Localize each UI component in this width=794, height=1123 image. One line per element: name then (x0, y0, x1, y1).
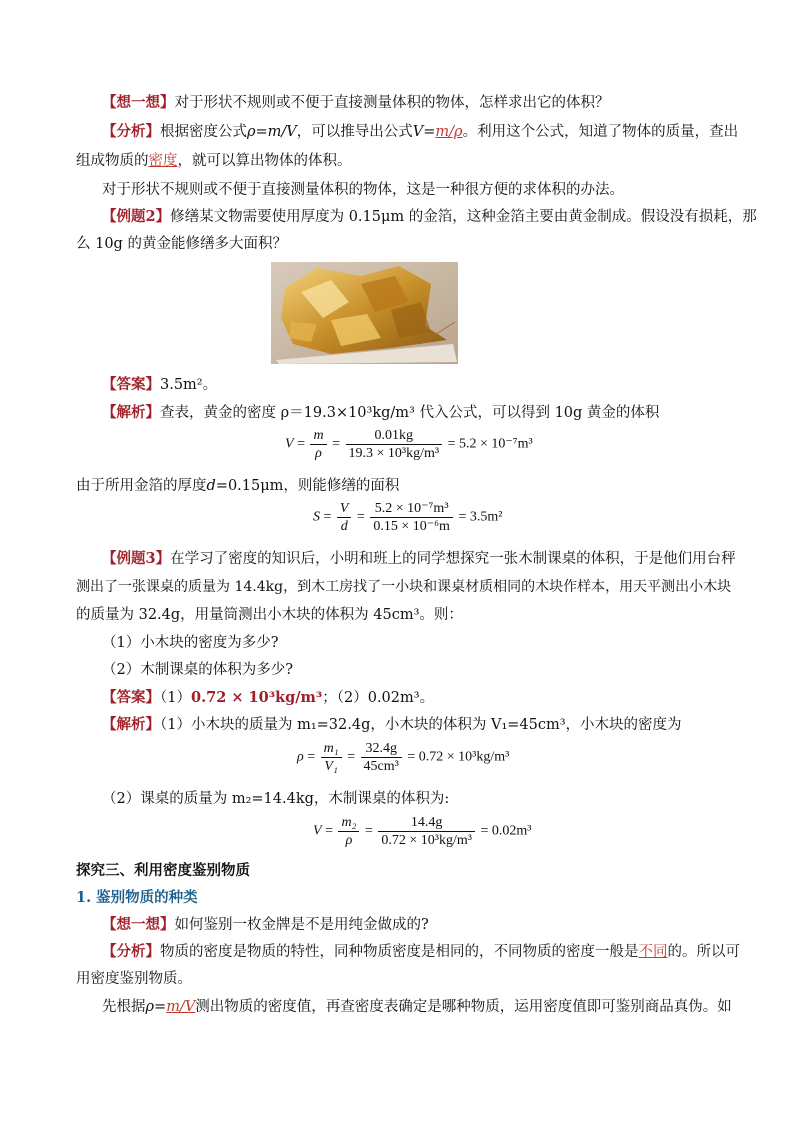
eq-num: V (337, 500, 352, 518)
example2-line-3 (76, 476, 399, 496)
analysis-2-line-1 (102, 942, 740, 962)
answer-value: 0.72 × 10³kg/m³ (190, 689, 323, 706)
eq-lhs: V (285, 436, 294, 452)
eq-lhs: ρ (297, 749, 304, 765)
eq-num: m₁ (321, 740, 342, 758)
text: 物质的密度是物质的特性，同种物质密度是相同的，不同物质的密度一般是 (160, 944, 639, 960)
example3-solution-2: （2）课桌的质量为 m₂=14.4kg，木制课桌的体积为: (102, 791, 450, 807)
example3-line-2: 测出了一张课桌的质量为 14.4kg，到木工房找了一小块和课桌材质相同的木块作样本，用天平测出小木块 (76, 579, 732, 595)
method-paragraph (102, 997, 732, 1017)
example3-solution (102, 715, 682, 735)
text: 修缮某文物需要使用厚度为 0.15μm 的金箔，这种金箔主要由黄金制成。假设没有损耗，那 (170, 209, 757, 225)
eq-rhs: = 5.2 × 10⁻⁷m³ (447, 436, 533, 452)
volume-formula-lhs: V= (412, 124, 436, 140)
text: （1） (160, 690, 191, 706)
equation-density: ρ = $\frac{\text{m₁}}{\text{V₁}}$ = $\frac{32.4g}{\text{45cm³}}$ = 0.72 × 10³kg/m³ (297, 741, 510, 774)
example2-line-2: 么 10g 的黄金能修缮多大面积？ (76, 236, 287, 252)
text: 在学习了密度的知识后，小明和班上的同学想探究一张木制课桌的体积，于是他们用台秤 (170, 551, 736, 567)
text: 根据密度公式 (160, 124, 247, 140)
text: =0.15μm，则能修缮的面积 (215, 478, 400, 494)
eq-den: 0.15 × 10⁻⁶m (373, 519, 450, 534)
text: 的。所以可 (667, 944, 740, 960)
think-tag: 【想一想】 (102, 94, 175, 111)
text: ，可以推导出公式 (296, 124, 413, 140)
analysis-tag: 【分析】 (102, 943, 160, 960)
eq-num: 0.01kg (346, 427, 443, 445)
text: 先根据 (102, 999, 146, 1015)
eq-num: m₂ (338, 814, 359, 832)
example3-line-3: 的质量为 32.4g，用量筒测出小木块的体积为 45cm³。则： (76, 607, 463, 623)
different-keyword: 不同 (638, 944, 668, 960)
gold-foil-image (271, 262, 458, 364)
section-heading: 探究三、利用密度鉴别物质 (76, 862, 250, 879)
answer-tag: 【答案】 (102, 689, 160, 706)
text: ，就可以算出物体的体积。 (177, 153, 352, 169)
solution-tag: 【解析】 (102, 716, 160, 733)
example2-solution (102, 403, 659, 423)
eq-den: ρ (315, 446, 322, 461)
example3-line-1 (102, 549, 736, 569)
eq-lhs: V (313, 823, 322, 839)
analysis-tag: 【分析】 (102, 123, 160, 140)
analysis-2-line-2: 用密度鉴别物质。 (76, 971, 192, 987)
analysis-line-1 (102, 122, 738, 142)
eq-num: 5.2 × 10⁻⁷m³ (370, 500, 453, 518)
eq-den: d (340, 519, 348, 534)
eq-rhs: = 0.72 × 10³kg/m³ (407, 749, 510, 765)
eq-lhs: S (313, 509, 320, 525)
thickness-symbol: d (206, 478, 216, 494)
volume-formula-rhs: m/ρ (435, 124, 463, 140)
equation-area: S = $\frac{V}{d}$ = $\frac{\text{5.2 × 10⁻⁷m³}}{\text{0.15 × 10⁻⁶m}}$ = 3.5m² (313, 501, 503, 534)
formula-rhs: m/V (166, 999, 196, 1015)
formula-lhs: ρ= (145, 999, 167, 1015)
text: 由于所用金箔的厚度 (76, 478, 207, 494)
method-note: 对于形状不规则或不便于直接测量体积的物体，这是一种很方便的求体积的办法。 (102, 182, 624, 198)
solution-text: 查表，黄金的密度 ρ＝19.3×10³kg/m³ 代入公式，可以得到 10g 黄金的体积 (160, 405, 660, 421)
example3-question-1: （1）小木块的密度为多少? (102, 635, 279, 651)
text: 。利用这个公式，知道了物体的质量，查出 (462, 124, 739, 140)
think-paragraph-2 (102, 915, 429, 935)
analysis-line-2 (76, 151, 352, 171)
equation-desk-volume: V = $\frac{\text{m₂}}{\rho}$ = $\frac{14.4g}{\text{0.72 × 10³kg/m³}}$ = 0.02m³ (313, 815, 532, 848)
eq-den: 19.3 × 10³kg/m³ (348, 446, 440, 461)
eq-num: m (310, 427, 326, 445)
eq-num: 32.4g (361, 740, 402, 758)
answer-text: 3.5m²。 (160, 377, 218, 393)
example2-line-1 (102, 207, 757, 227)
eq-rhs: = 0.02m³ (480, 823, 532, 839)
think-text: 如何鉴别一枚金牌是不是用纯金做成的? (174, 917, 429, 933)
density-formula: ρ=m/V (247, 124, 297, 140)
equation-volume: V = $\frac{m}{\rho}$ = $\frac{0.01kg}{\text{19.3 × 10³kg/m³}}$ = 5.2 × 10⁻⁷m³ (285, 428, 533, 461)
text: 测出物质的密度值，再查密度表确定是哪种物质，运用密度值即可鉴别商品真伪。如 (195, 999, 732, 1015)
solution-tag: 【解析】 (102, 404, 160, 421)
think-paragraph (102, 93, 610, 113)
think-text: 对于形状不规则或不便于直接测量体积的物体，怎样求出它的体积？ (174, 95, 610, 111)
subsection-heading: 1. 鉴别物质的种类 (76, 889, 198, 906)
eq-rhs: = 3.5m² (458, 509, 503, 525)
example2-tag: 【例题2】 (102, 208, 171, 225)
eq-num: 14.4g (378, 814, 475, 832)
eq-den: V₁ (324, 759, 338, 774)
example3-answer (102, 688, 434, 708)
eq-den: ρ (345, 833, 353, 848)
eq-den: 0.72 × 10³kg/m³ (381, 833, 472, 848)
text: ；（2）0.02m³。 (322, 690, 435, 706)
example3-question-2: （2）木制课桌的体积为多少? (102, 662, 293, 678)
example3-tag: 【例题3】 (102, 550, 171, 567)
density-keyword: 密度 (148, 153, 178, 169)
answer-tag: 【答案】 (102, 376, 160, 393)
eq-den: 45cm³ (363, 759, 399, 774)
think-tag: 【想一想】 (102, 916, 175, 933)
example2-answer (102, 375, 217, 395)
text: 组成物质的 (76, 153, 149, 169)
solution-text: （1）小木块的质量为 m₁=32.4g，小木块的体积为 V₁=45cm³，小木块的密度为 (160, 717, 682, 733)
